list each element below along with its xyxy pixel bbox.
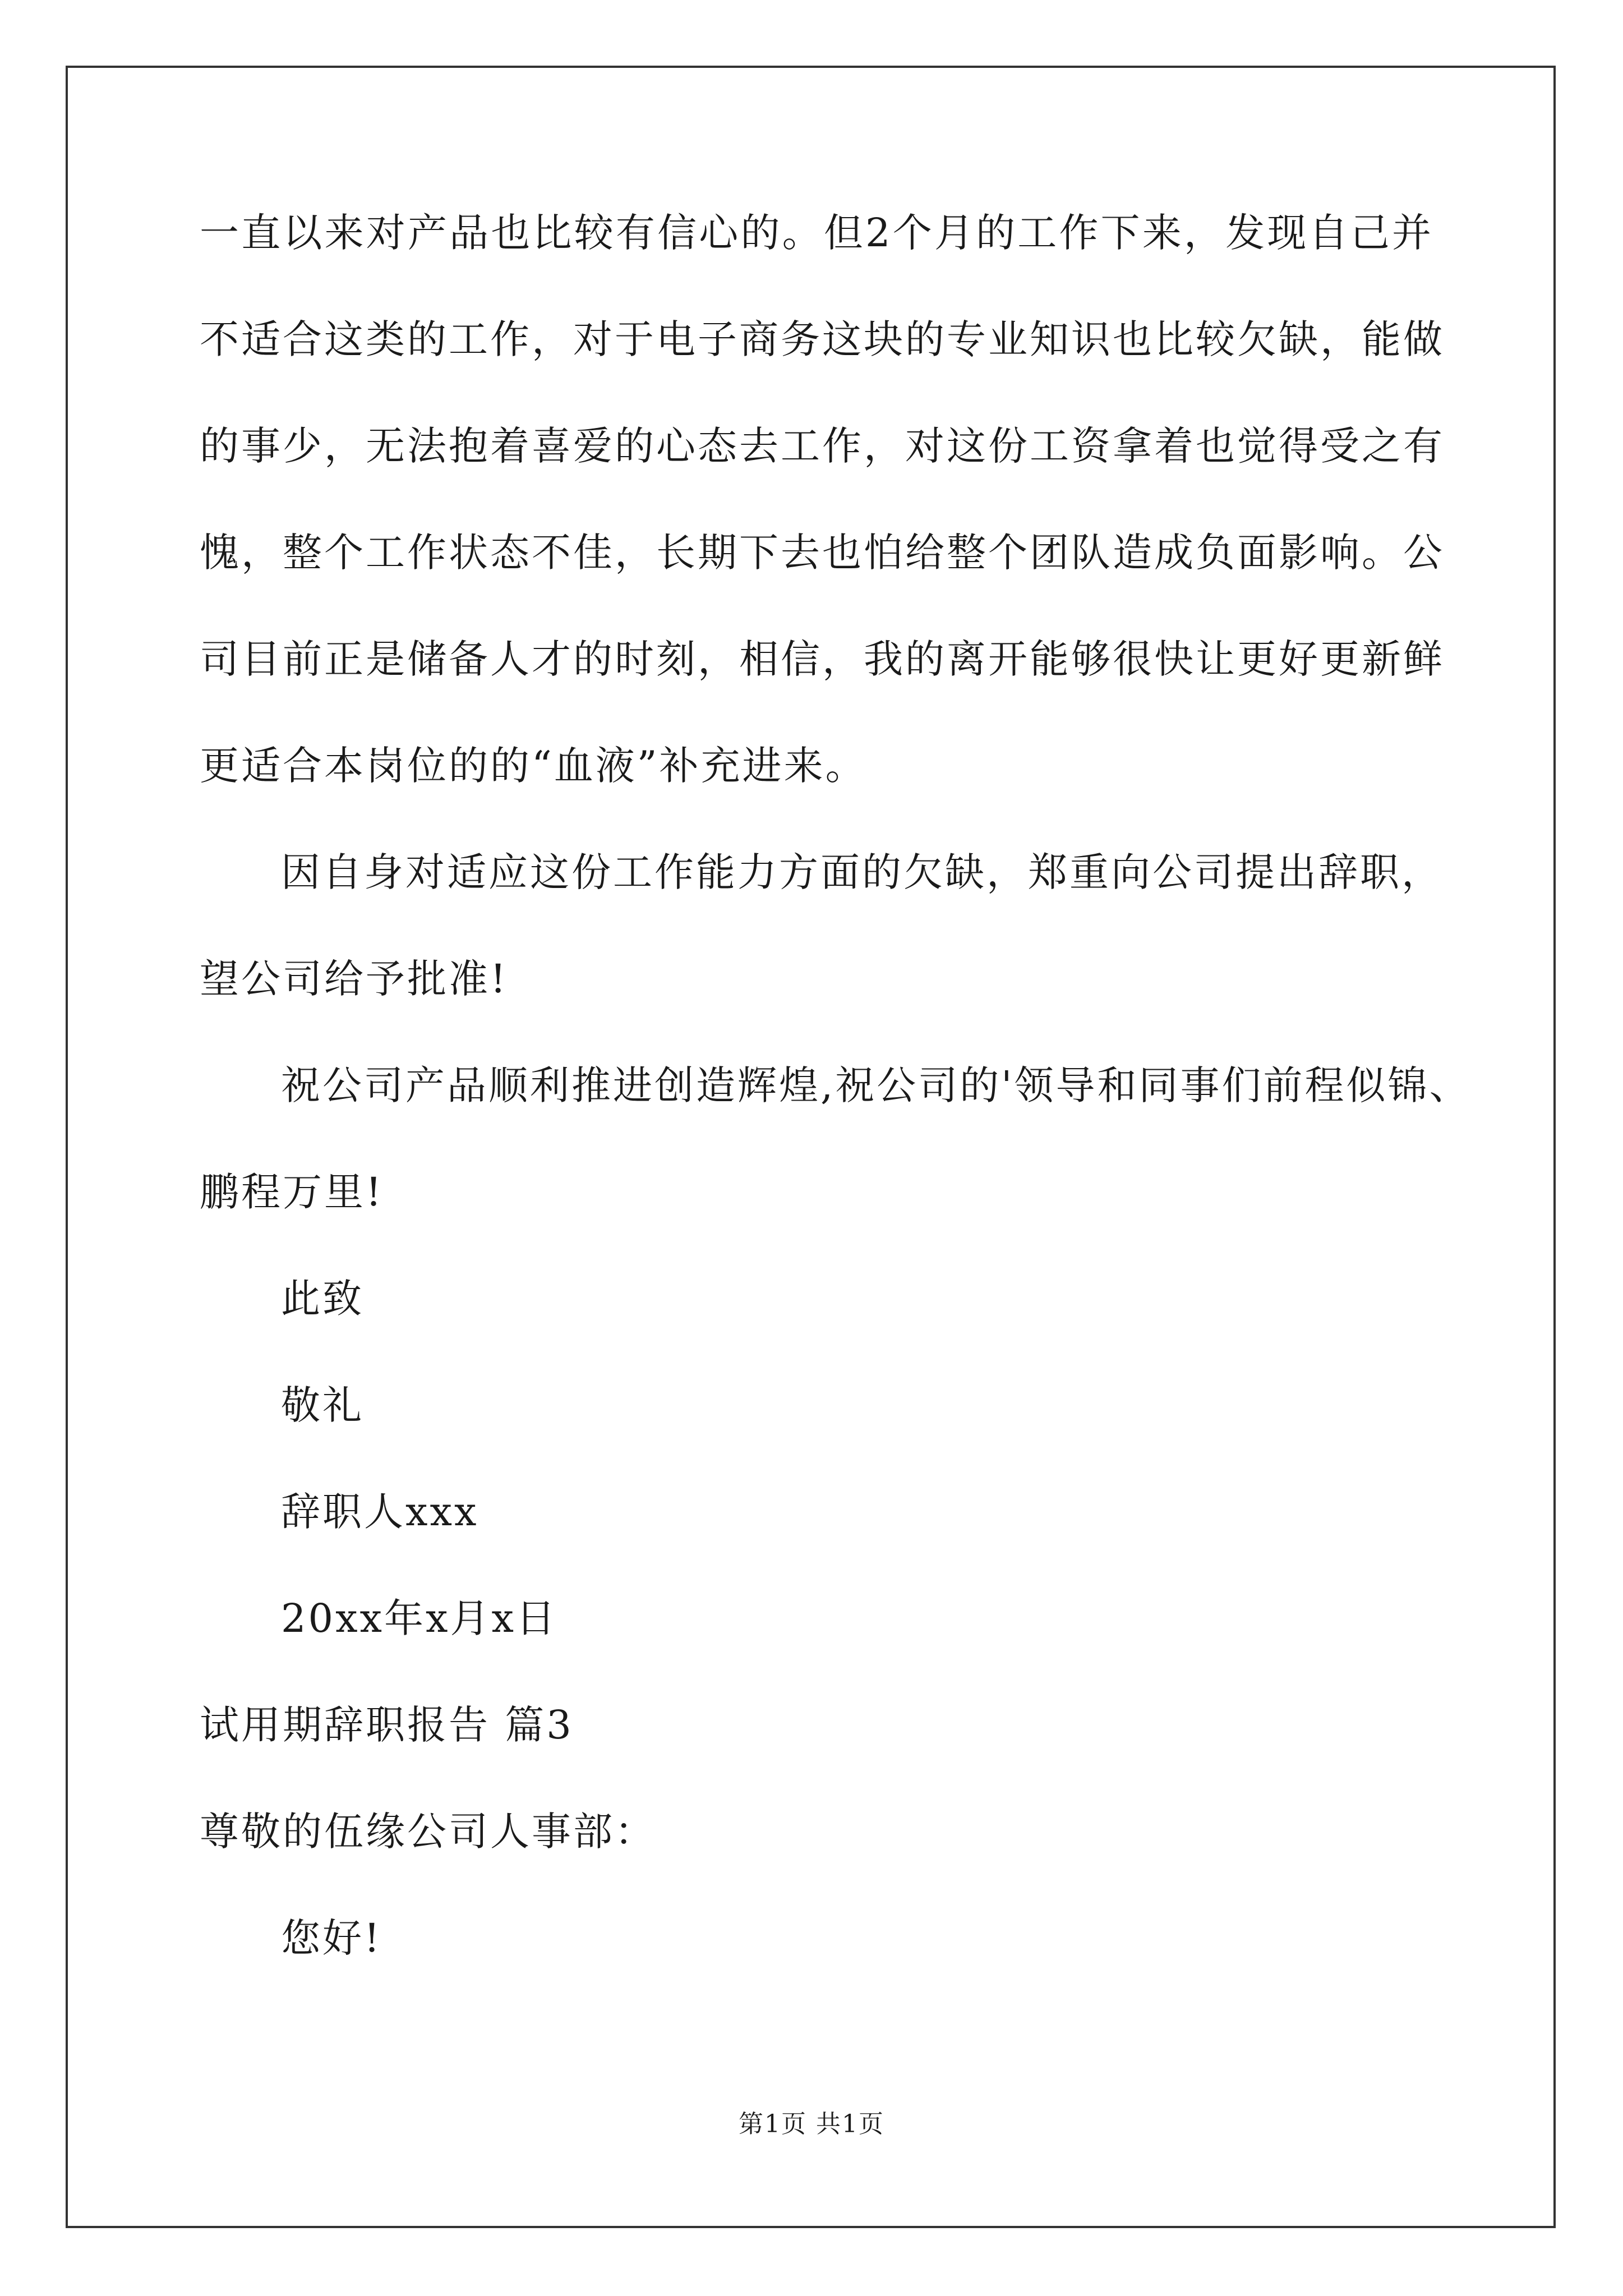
text-line: 愧，整个工作状态不佳，长期下去也怕给整个团队造成负面影响。公 (200, 530, 1445, 576)
text-line: 司目前正是储备人才的时刻，相信，我的离开能够很快让更好更新鲜 (200, 636, 1445, 682)
text-line: 一直以来对产品也比较有信心的。但2个月的工作下来，发现自己并 (200, 210, 1433, 256)
page-border (66, 66, 1556, 2228)
salutation-regards: 敬礼 (281, 1382, 364, 1428)
signature-name: 辞职人xxx (281, 1489, 479, 1535)
text-line: 不适合这类的工作，对于电子商务这块的专业知识也比较欠缺，能做 (200, 316, 1445, 362)
section-heading: 试用期辞职报告 篇3 (200, 1702, 574, 1748)
text-line: 因自身对适应这份工作能力方面的欠缺，郑重向公司提出辞职， (281, 849, 1443, 895)
recipient-line: 尊敬的伍缘公司人事部： (200, 1809, 656, 1855)
salutation-closing: 此致 (281, 1276, 364, 1322)
text-line: 祝公司产品顺利推进创造辉煌,祝公司的'领导和同事们前程似锦、 (281, 1062, 1471, 1108)
page-footer: 第1页 共1页 (739, 2110, 884, 2138)
text-line: 更适合本岗位的的“血液”补充进来。 (200, 743, 867, 789)
text-line: 的事少，无法抱着喜爱的心态去工作，对这份工资拿着也觉得受之有 (200, 423, 1445, 469)
text-line: 鹏程万里! (200, 1169, 384, 1215)
signature-date: 20xx年x月x日 (281, 1595, 557, 1641)
greeting-line: 您好! (281, 1915, 382, 1961)
text-line: 望公司给予批准! (200, 956, 509, 1002)
